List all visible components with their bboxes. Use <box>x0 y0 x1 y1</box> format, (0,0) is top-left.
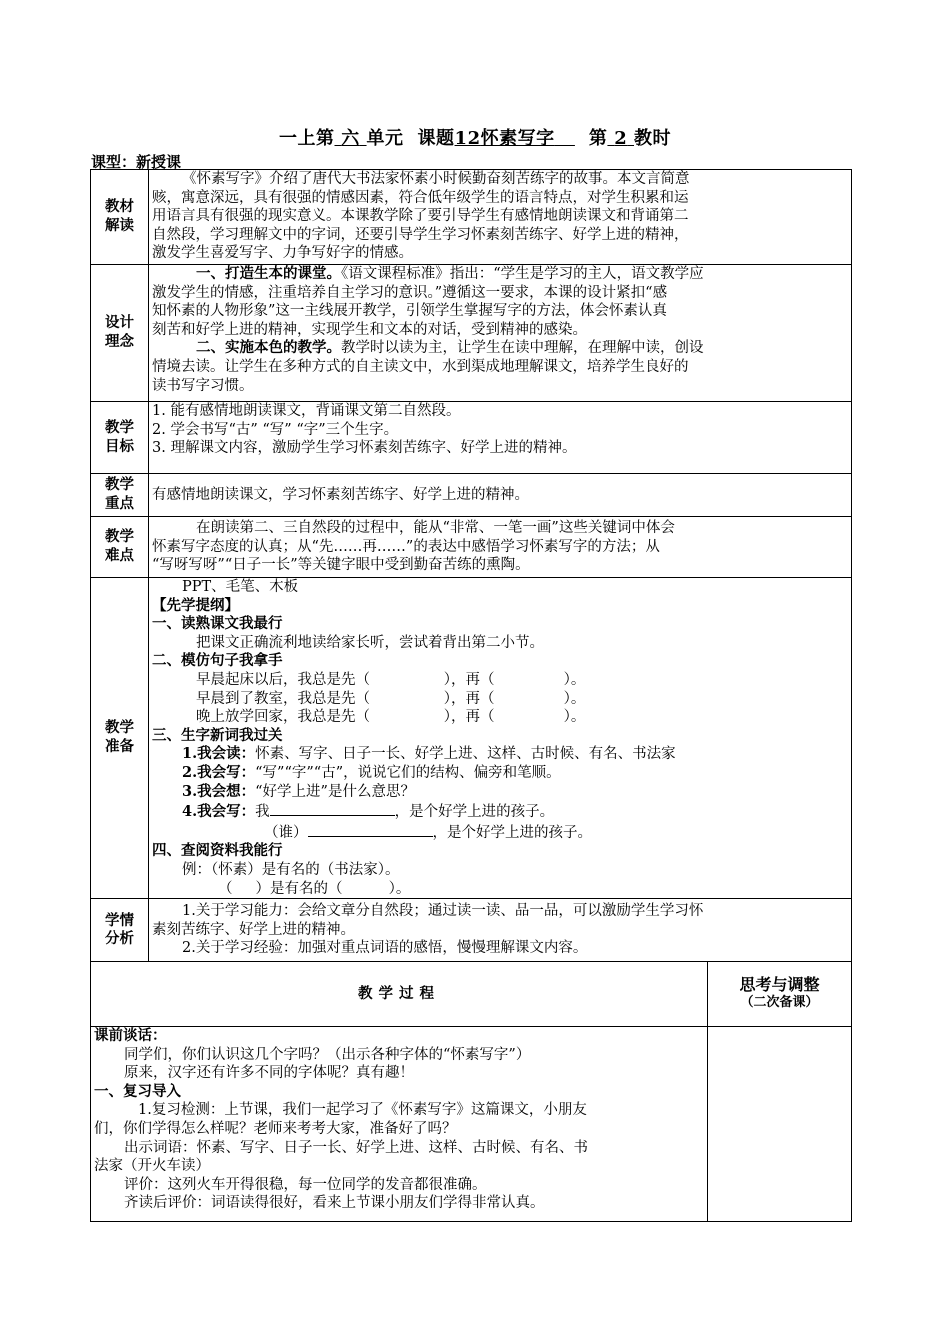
title-text: 课题 <box>417 128 455 149</box>
title-text: 教时 <box>634 128 672 149</box>
row-nandian <box>91 517 852 578</box>
row-xueqing <box>91 899 852 962</box>
label-mubiao: 教学 目标 <box>91 402 149 474</box>
label-zhongdian: 教学 重点 <box>91 474 149 517</box>
page-title <box>0 124 950 150</box>
label-sheji: 设计 理念 <box>91 265 149 402</box>
fill-blank <box>270 801 395 816</box>
process-body: 课前谈话： 同学们，你们认识这几个字吗？（出示各种字体的“怀素写字”） 原来，汉字还有许多不同的字体呢？真有趣！ 一、复习导入 1.复习检测：上节课，我们一起学习了《怀素写字》这篇课文，小朋友 们，你们学得怎么样呢？老师来考考大家，准备好了吗？ 出示词语：怀素、写字、日子一长、好学上进、这样、古时候、有名、书 法家（开火车读） 评价：这列火车开得很稳，每一位同学的发音都很准确。 齐读后评价：词语读得很好，看来上节课小朋友们学得非常认真。 <box>91 1027 708 1222</box>
label-zhunbei: 教学 准备 <box>91 578 149 899</box>
content-jiaocai: 《怀素写字》介绍了唐代大书法家怀素小时候勤奋刻苦练字的故事。本文言简意 赅，寓意深远，具有很强的情感因素，符合低年级学生的语言特点，对学生积累和运 用语言具有很强的现实意义。本课教学除了要引导学生有感情地朗读课文和背诵第二 自然段，学习理解文中的字词，还要引导学生学习怀素刻苦练字、好学上进的精神， 激发学生喜爱写字、力争写好字的情感。 <box>149 170 852 265</box>
content-nandian: 在朗读第二、三自然段的过程中，能从“非常、一笔一画”这些关键词中体会 怀素写字态度的认真；从“先……再……”的表达中感悟学习怀素写字的方法；从 “写呀写呀”“日子一长”等关键字眼中受到勤奋苦练的熏陶。 <box>149 517 852 578</box>
content-sheji: 一、打造生本的课堂。《语文课程标准》指出：“学生是学习的主人，语文教学应 激发学生的情感，注重培养自主学习的意识。”遵循这一要求，本课的设计紧扣“感 知怀素的人物形象”这一主线展开教学，引领学生掌握写字的方法，体会怀素认真 刻苦和好学上进的精神，实现学生和文本的对话，受到精神的感染。 二、实施本色的教学。教学时以读为主，让学生在读中理解，在理解中读，创设 情境去读。让学生在多种方式的自主读文中，水到渠成地理解课文，培养学生良好的 读书写字习惯。 <box>149 265 852 402</box>
content-mubiao: 1. 能有感情地朗读课文，背诵课文第二自然段。 2. 学会书写“古” “写” “字”三个生字。 3. 理解课文内容，激励学生学习怀素刻苦练字、好学上进的精神。 <box>149 402 852 474</box>
content-zhunbei: PPT、毛笔、木板 【先学提纲】 一、读熟课文我最行 把课文正确流利地读给家长听，尝试着背出第二小节。 二、模仿句子我拿手 早晨起床以后，我总是先（ ），再（ ）。 早晨到了教室，我总是先（ ），再（ ）。 晚上放学回家，我总是先（ ），再（ ）。 三、生字新词我过关 1.我会读：怀素、写字、日子一长、好学上进、这样、古时候、有名、书法家 2.我会写：“写”“字”“古”，说说它们的结构、偏旁和笔顺。 3.我会想：“好学上进”是什么意思？ 4.我会写：我 ，是个好学上进的孩子。 （谁） ，是个好学上进的孩子。 四、查阅资料我能行 例：（怀素）是有名的（书法家）。 （ ）是有名的（ ）。 <box>149 578 852 899</box>
side-notes-column <box>708 1027 852 1222</box>
row-zhongdian <box>91 474 852 517</box>
row-mubiao <box>91 402 852 474</box>
label-nandian: 教学 难点 <box>91 517 149 578</box>
title-text: 一上第 <box>278 128 335 149</box>
label-jiaocai: 教材 解读 <box>91 170 149 265</box>
lesson-plan-table <box>90 169 852 1222</box>
fill-blank <box>308 822 433 837</box>
side-header: 思考与调整 （二次备课） <box>708 962 852 1027</box>
row-process-header <box>91 962 852 1027</box>
row-zhunbei <box>91 578 852 899</box>
title-text: 单元 <box>366 128 404 149</box>
row-sheji <box>91 265 852 402</box>
course-type: 课型：新授课 <box>91 153 182 171</box>
row-jiaocai <box>91 170 852 265</box>
title-lesson: 12怀素写字 <box>454 128 555 149</box>
process-header: 教学过程 <box>91 962 708 1027</box>
content-xueqing: 1.关于学习能力：会给文章分自然段；通过读一读、品一品，可以激励学生学习怀 素刻苦练字、好学上进的精神。 2.关于学习经验：加强对重点词语的感悟，慢慢理解课文内容。 <box>149 899 852 962</box>
title-period: 2 <box>614 128 628 149</box>
row-process-body <box>91 1027 852 1222</box>
content-zhongdian: 有感情地朗读课文，学习怀素刻苦练字、好学上进的精神。 <box>149 474 852 517</box>
title-unit: 六 <box>341 128 360 149</box>
label-xueqing: 学情 分析 <box>91 899 149 962</box>
title-text: 第 <box>588 128 608 149</box>
